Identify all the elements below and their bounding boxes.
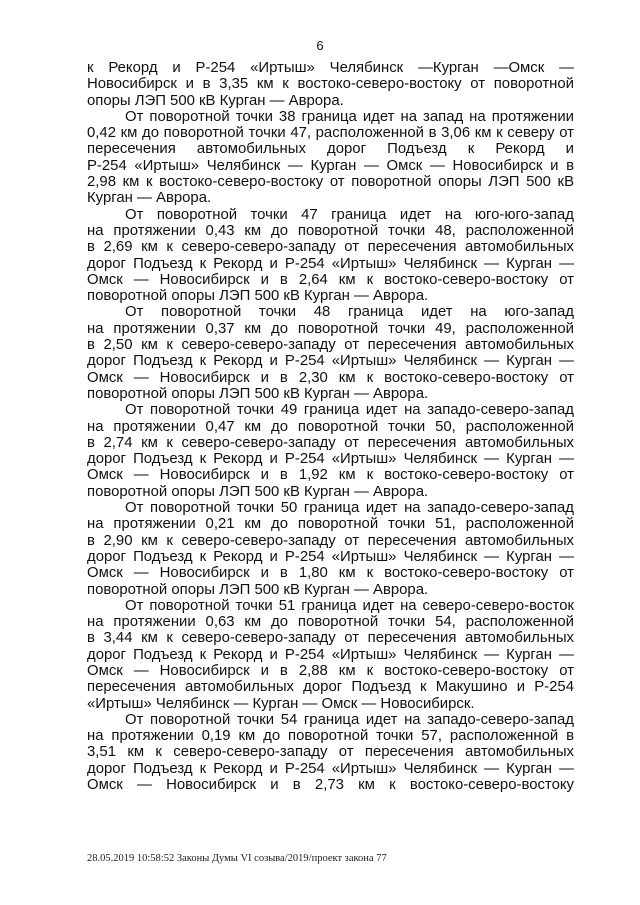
paragraph-line: на протяжении 0,43 км до поворотной точки 48, расположенной <box>87 222 574 239</box>
paragraph-line: на протяжении 0,47 км до поворотной точки 50, расположенной <box>87 418 574 435</box>
paragraph-line: Омск — Новосибирск и в 2,73 км к востоко-северо-востоку <box>87 777 574 794</box>
document-body <box>87 60 574 793</box>
page-number: 6 <box>316 38 324 53</box>
paragraph-line: От поворотной точки 48 граница идет на юго-запад <box>125 304 574 321</box>
paragraph-line: Омск — Новосибирск и в 2,30 км к востоко-северо-востоку от <box>87 369 574 386</box>
paragraph-line: к Рекорд и Р-254 «Иртыш» Челябинск —Курган —Омск — <box>87 60 574 76</box>
paragraph-line: на протяжении 0,19 км до поворотной точки 57, расположенной в <box>87 728 574 745</box>
paragraph-line: «Иртыш» Челябинск — Курган — Омск — Новосибирск. <box>87 695 475 712</box>
paragraph-line: в 2,50 км к северо-северо-западу от пересечения автомобильных <box>87 337 574 354</box>
paragraph-line: Курган — Аврора. <box>87 190 212 207</box>
paragraph-line: поворотной опоры ЛЭП 500 кВ Курган — Аврора. <box>87 288 429 305</box>
paragraph-line: в 2,90 км к северо-северо-западу от пересечения автомобильных <box>87 532 574 549</box>
paragraph-line: Омск — Новосибирск и в 1,80 км к востоко-северо-востоку от <box>87 565 574 582</box>
paragraph-line: Р-254 «Иртыш» Челябинск — Курган — Омск — Новосибирск и в <box>87 157 574 174</box>
paragraph-line: на протяжении 0,37 км до поворотной точки 49, расположенной <box>87 320 574 337</box>
paragraph-line: пересечения автомобильных дорог Подъезд к Макушино и Р-254 <box>87 679 574 696</box>
paragraph-line: От поворотной точки 51 граница идет на северо-северо-восток <box>125 597 574 614</box>
paragraph-line: От поворотной точки 38 граница идет на запад на протяжении <box>125 108 574 125</box>
paragraph-line: От поворотной точки 50 граница идет на западо-северо-запад <box>125 500 574 517</box>
paragraph-line: Омск — Новосибирск и в 2,64 км к востоко-северо-востоку от <box>87 271 574 288</box>
paragraph-line: Омск — Новосибирск и в 1,92 км к востоко-северо-востоку от <box>87 467 574 484</box>
paragraph-line: От поворотной точки 47 граница идет на юго-юго-запад <box>125 206 574 223</box>
paragraph-line: дорог Подъезд к Рекорд и Р-254 «Иртыш» Челябинск — Курган — <box>87 255 574 272</box>
paragraph-line: Омск — Новосибирск и в 2,88 км к востоко-северо-востоку от <box>87 662 574 679</box>
footer-file-path: 28.05.2019 10:58:52 Законы Думы VI созыва/2019/проект закона 77 <box>87 853 387 864</box>
paragraph-line: поворотной опоры ЛЭП 500 кВ Курган — Аврора. <box>87 483 429 500</box>
paragraph-line: поворотной опоры ЛЭП 500 кВ Курган — Аврора. <box>87 385 429 402</box>
paragraph-line: Новосибирск и в 3,35 км к востоко-северо-востоку от поворотной <box>87 76 574 93</box>
paragraph-line: дорог Подъезд к Рекорд и Р-254 «Иртыш» Челябинск — Курган — <box>87 646 574 663</box>
paragraph-line: на протяжении 0,21 км до поворотной точки 51, расположенной <box>87 516 574 533</box>
paragraph-line: дорог Подъезд к Рекорд и Р-254 «Иртыш» Челябинск — Курган — <box>87 451 574 468</box>
paragraph-line: От поворотной точки 54 граница идет на западо-северо-запад <box>125 711 574 728</box>
paragraph-line: 3,51 км к северо-северо-западу от пересечения автомобильных <box>87 744 574 761</box>
paragraph-line: в 2,74 км к северо-северо-западу от пересечения автомобильных <box>87 434 574 451</box>
paragraph-line: 2,98 км к востоко-северо-востоку от поворотной опоры ЛЭП 500 кВ <box>87 174 574 191</box>
paragraph-line: дорог Подъезд к Рекорд и Р-254 «Иртыш» Челябинск — Курган — <box>87 548 574 565</box>
paragraph-line: пересечения автомобильных дорог Подъезд к Рекорд и <box>87 141 574 158</box>
paragraph-line: дорог Подъезд к Рекорд и Р-254 «Иртыш» Челябинск — Курган — <box>87 353 574 370</box>
paragraph-line: на протяжении 0,63 км до поворотной точки 54, расположенной <box>87 614 574 631</box>
paragraph-line: 0,42 км до поворотной точки 47, расположенной в 3,06 км к северу от <box>87 125 574 142</box>
paragraph-line: дорог Подъезд к Рекорд и Р-254 «Иртыш» Челябинск — Курган — <box>87 760 574 777</box>
paragraph-line: От поворотной точки 49 граница идет на западо-северо-запад <box>125 402 574 419</box>
paragraph-line: в 2,69 км к северо-северо-западу от пересечения автомобильных <box>87 239 574 256</box>
paragraph-line: поворотной опоры ЛЭП 500 кВ Курган — Аврора. <box>87 581 429 598</box>
paragraph-line: в 3,44 км к северо-северо-западу от пересечения автомобильных <box>87 630 574 647</box>
paragraph-line: опоры ЛЭП 500 кВ Курган — Аврора. <box>87 92 344 109</box>
